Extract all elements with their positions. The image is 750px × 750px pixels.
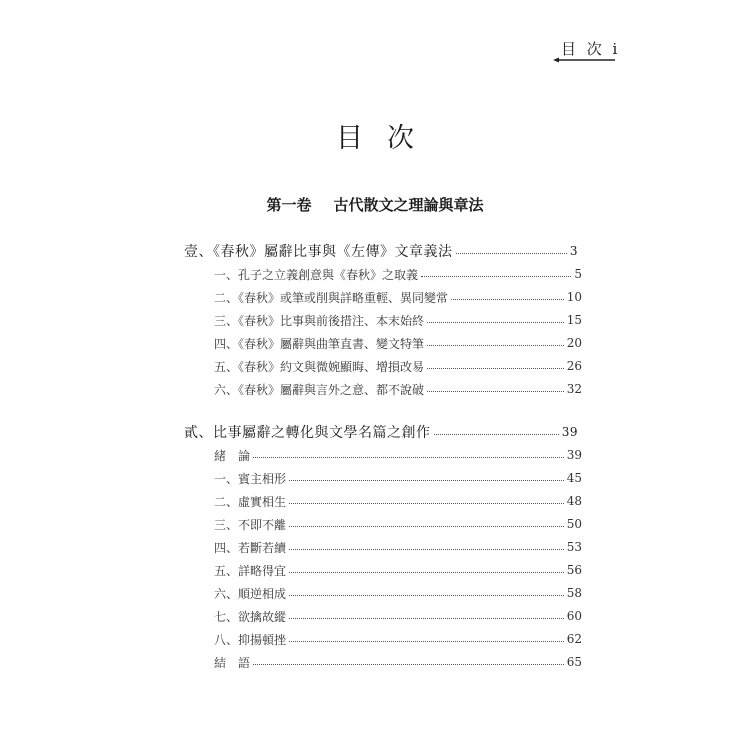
toc-entry (214, 605, 582, 627)
running-head-text: 目 次 i (561, 40, 621, 58)
toc-entry (214, 309, 582, 331)
toc-entry (214, 513, 582, 535)
dot-leader (427, 322, 564, 323)
toc-entry-label: 六、《春秋》屬辭與言外之意、都不說破 (214, 382, 425, 397)
dot-leader (427, 368, 564, 369)
toc-entry (214, 467, 582, 489)
toc-entry-label: 結 語 (214, 655, 251, 670)
toc-entry (214, 536, 582, 558)
dot-leader (253, 664, 564, 665)
toc-page-number: 50 (566, 517, 582, 531)
dot-leader (289, 503, 564, 504)
toc-entry (214, 263, 582, 285)
dot-leader (289, 641, 564, 642)
toc-page-number: 39 (566, 448, 582, 462)
toc-page-number: 32 (566, 382, 582, 396)
toc-part-1 (184, 240, 578, 262)
toc-page-number: 45 (566, 471, 582, 485)
toc-entry (214, 582, 582, 604)
running-head-arrow-icon (553, 56, 615, 64)
dot-leader (289, 480, 564, 481)
toc-page-number: 20 (566, 336, 582, 350)
toc-entry-label: 緒 論 (214, 448, 251, 463)
dot-leader (289, 595, 564, 596)
toc-entry (214, 332, 582, 354)
toc-entry-label: 二、虛實相生 (214, 494, 287, 509)
toc-entry (214, 559, 582, 581)
toc-entry-label: 七、欲擒故縱 (214, 609, 287, 624)
toc-entry (214, 490, 582, 512)
toc-page-number: 53 (566, 540, 582, 554)
toc-page-number: 39 (561, 425, 578, 439)
running-head (553, 36, 621, 64)
toc-page-number: 62 (566, 632, 582, 646)
toc-entry-label: 二、《春秋》或筆或削與詳略重輕、異同變常 (214, 290, 449, 305)
toc-entry-label: 三、不即不離 (214, 517, 287, 532)
toc-entry-label: 一、賓主相形 (214, 471, 287, 486)
toc-entry (214, 355, 582, 377)
toc-entry-label: 五、《春秋》約文與微婉顯晦、增損改易 (214, 359, 425, 374)
toc-entry-label: 八、抑揚頓挫 (214, 632, 287, 647)
dot-leader (421, 276, 571, 277)
toc-page-number: 10 (566, 290, 582, 304)
toc-page-number: 15 (566, 313, 582, 327)
toc-entry (214, 444, 582, 466)
toc-entry (214, 378, 582, 400)
toc-entry (214, 286, 582, 308)
toc-entry (214, 628, 582, 650)
toc-entry (214, 651, 582, 673)
dot-leader (289, 549, 564, 550)
toc-part-title: 壹、《春秋》屬辭比事與《左傳》文章義法 (184, 244, 453, 260)
toc-page-number: 65 (566, 655, 582, 669)
dot-leader (253, 457, 564, 458)
dot-leader (289, 572, 564, 573)
toc-entry-label: 四、《春秋》屬辭與曲筆直書、變文特筆 (214, 336, 425, 351)
page-title: 目次 (336, 123, 438, 154)
toc-page-number: 26 (566, 359, 582, 373)
toc-entry-label: 一、孔子之立義創意與《春秋》之取義 (214, 267, 419, 282)
toc-page-number: 56 (566, 563, 582, 577)
dot-leader (451, 299, 564, 300)
volume-number: 第一卷 (266, 196, 312, 214)
toc-entry-label: 六、順逆相成 (214, 586, 287, 601)
dot-leader (427, 391, 564, 392)
toc-entry-label: 四、若斷若續 (214, 540, 287, 555)
dot-leader (456, 253, 567, 254)
dot-leader (289, 618, 564, 619)
toc-page-number: 3 (569, 244, 578, 258)
dot-leader (434, 434, 559, 435)
toc-entry-label: 三、《春秋》比事與前後措注、本末始終 (214, 313, 425, 328)
toc-page-number: 5 (574, 267, 582, 281)
volume-name: 古代散文之理論與章法 (333, 196, 484, 214)
toc-page-number: 48 (566, 494, 582, 508)
toc-entry-label: 五、詳略得宜 (214, 563, 287, 578)
dot-leader (289, 526, 564, 527)
dot-leader (427, 345, 564, 346)
toc-page-number: 60 (566, 609, 582, 623)
toc-part-title: 貳、比事屬辭之轉化與文學名篇之創作 (184, 425, 431, 441)
toc-page-number: 58 (566, 586, 582, 600)
toc-part-2 (184, 421, 578, 443)
volume-title (0, 194, 750, 215)
